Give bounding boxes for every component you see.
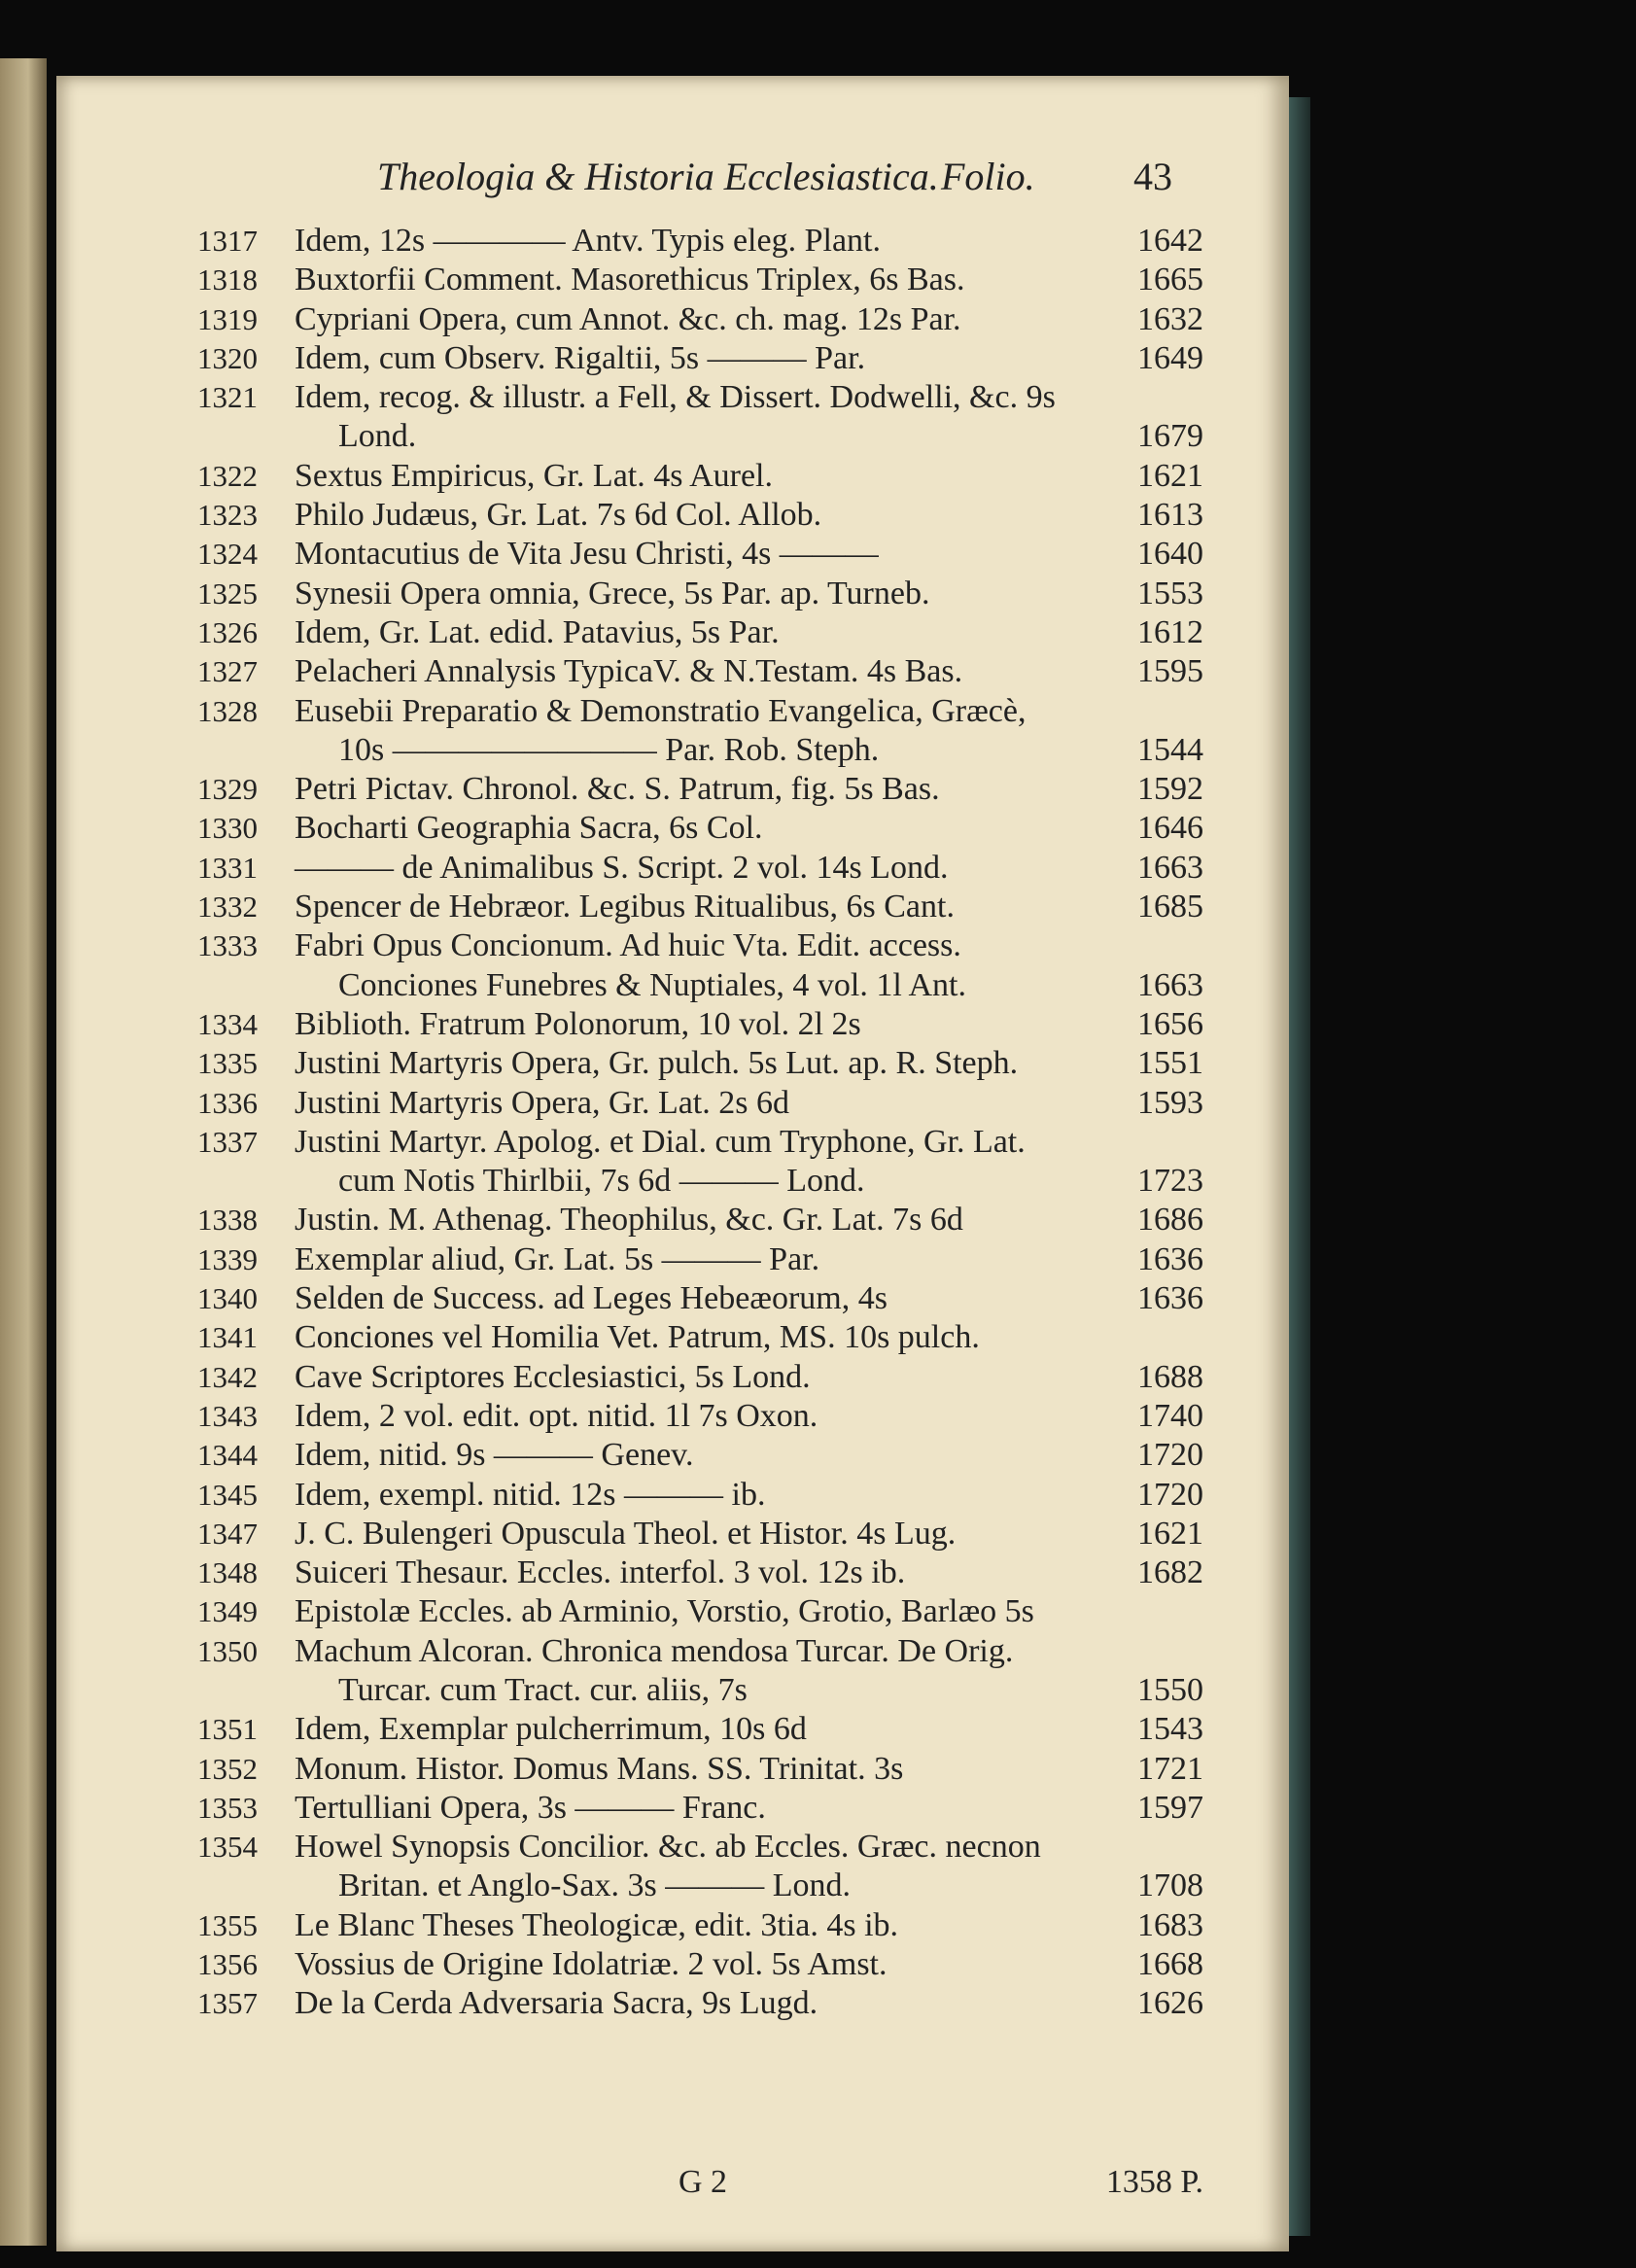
book-spine	[1289, 97, 1310, 2236]
entry-text: Howel Synopsis Concilior. &c. ab Eccles. Græc. necnon	[295, 1829, 1041, 1866]
catalogue-entry	[56, 1945, 1289, 1984]
entry-number: 1323	[197, 498, 258, 533]
entry-number: 1342	[197, 1359, 258, 1394]
entry-year: 1593	[1137, 1084, 1203, 1121]
entry-text: Montacutius de Vita Jesu Christi, 4s ———	[295, 536, 879, 573]
entry-year: 1642	[1137, 223, 1203, 259]
entry-year: 1551	[1137, 1045, 1203, 1082]
catalogue-entry	[56, 1162, 1289, 1201]
catalogue-entry	[56, 1828, 1289, 1867]
entry-number: 1328	[197, 693, 258, 728]
catalogue-entry	[56, 457, 1289, 496]
catalogue-entry	[56, 652, 1289, 691]
entry-text: Idem, nitid. 9s ——— Genev.	[295, 1437, 694, 1474]
header-title: Theologia & Historia Ecclesiastica.	[377, 155, 939, 198]
entry-year: 1543	[1137, 1711, 1203, 1748]
entry-text: Machum Alcoran. Chronica mendosa Turcar. De Orig.	[295, 1632, 1014, 1669]
entry-year: 1688	[1137, 1358, 1203, 1395]
entry-text: ——— de Animalibus S. Script. 2 vol. 14s Lond.	[295, 849, 949, 886]
catalogue-entry	[56, 1397, 1289, 1436]
entry-year: 1663	[1137, 849, 1203, 886]
entry-text: Biblioth. Fratrum Polonorum, 10 vol. 2l 2s	[295, 1005, 861, 1042]
catalogue-entry	[56, 300, 1289, 339]
catalogue-entry	[56, 1476, 1289, 1515]
entry-number: 1344	[197, 1438, 258, 1473]
entry-text: Britan. et Anglo-Sax. 3s ——— Lond.	[338, 1867, 851, 1904]
entry-number: 1354	[197, 1830, 258, 1865]
entry-number: 1339	[197, 1241, 258, 1276]
entry-number: 1317	[197, 224, 258, 258]
entry-number: 1332	[197, 890, 258, 925]
entry-text: Bocharti Geographia Sacra, 6s Col.	[295, 810, 763, 847]
entry-number: 1340	[197, 1281, 258, 1316]
entry-year: 1632	[1137, 300, 1203, 337]
entry-number: 1327	[197, 654, 258, 689]
entry-text: Sextus Empiricus, Gr. Lat. 4s Aurel.	[295, 457, 774, 494]
catalogue-entries	[56, 222, 1289, 2024]
entry-year: 1636	[1137, 1280, 1203, 1317]
catalogue-entry	[56, 1867, 1289, 1905]
entry-text: Conciones Funebres & Nuptiales, 4 vol. 1l Ant.	[338, 966, 966, 1003]
catalogue-entry	[56, 770, 1289, 809]
entry-year: 1720	[1137, 1476, 1203, 1513]
entry-number: 1352	[197, 1751, 258, 1786]
entry-year: 1640	[1137, 536, 1203, 573]
entry-text: De la Cerda Adversaria Sacra, 9s Lugd.	[295, 1985, 818, 2022]
catalogue-entry	[56, 339, 1289, 378]
entry-text: Selden de Success. ad Leges Hebeæorum, 4s	[295, 1280, 888, 1317]
entry-text: J. C. Bulengeri Opuscula Theol. et Histor. 4s Lug.	[295, 1515, 957, 1552]
entry-number: 1336	[197, 1085, 258, 1120]
entry-text: Spencer de Hebræor. Legibus Ritualibus, 6s Cant.	[295, 889, 955, 925]
entry-year: 1686	[1137, 1202, 1203, 1239]
entry-number: 1355	[197, 1907, 258, 1942]
catalogue-entry	[56, 1710, 1289, 1749]
entry-year: 1656	[1137, 1005, 1203, 1042]
catalogue-entry	[56, 1084, 1289, 1123]
entry-text: Tertulliani Opera, 3s ——— Franc.	[295, 1789, 766, 1826]
entry-text: Vossius de Origine Idolatriæ. 2 vol. 5s Amst.	[295, 1946, 888, 1983]
entry-text: Idem, exempl. nitid. 12s ——— ib.	[295, 1476, 766, 1513]
entry-text: Idem, 2 vol. edit. opt. nitid. 1l 7s Oxon.	[295, 1397, 818, 1434]
entry-year: 1649	[1137, 339, 1203, 376]
catalogue-entry	[56, 1592, 1289, 1631]
entry-number: 1321	[197, 380, 258, 415]
entry-text: Justini Martyris Opera, Gr. Lat. 2s 6d	[295, 1084, 789, 1121]
entry-year: 1665	[1137, 262, 1203, 298]
entry-year: 1740	[1137, 1397, 1203, 1434]
catalogue-entry	[56, 1632, 1289, 1671]
signature-mark: G 2	[679, 2164, 728, 2200]
entry-number: 1341	[197, 1320, 258, 1355]
catalogue-entry	[56, 1201, 1289, 1239]
entry-number: 1337	[197, 1124, 258, 1159]
entry-year: 1668	[1137, 1946, 1203, 1983]
entry-number: 1318	[197, 262, 258, 297]
entry-text: Idem, Exemplar pulcherrimum, 10s 6d	[295, 1711, 807, 1748]
entry-text: Epistolæ Eccles. ab Arminio, Vorstio, Grotio, Barlæo 5s	[295, 1593, 1034, 1630]
entry-number: 1347	[197, 1516, 258, 1551]
entry-number: 1330	[197, 811, 258, 846]
entry-year: 1597	[1137, 1789, 1203, 1826]
entry-text: cum Notis Thirlbii, 7s 6d ——— Lond.	[338, 1163, 865, 1200]
entry-number: 1333	[197, 928, 258, 963]
entry-number: 1356	[197, 1947, 258, 1982]
catalogue-entry	[56, 1906, 1289, 1945]
entry-year: 1626	[1137, 1985, 1203, 2022]
entry-year: 1723	[1137, 1163, 1203, 1200]
entry-text: Eusebii Preparatio & Demonstratio Evangelica, Græcè,	[295, 692, 1027, 729]
catalogue-entry	[56, 1358, 1289, 1397]
entry-year: 1550	[1137, 1671, 1203, 1708]
catalogue-entry	[56, 692, 1289, 731]
catalogue-entry	[56, 849, 1289, 888]
entry-number: 1329	[197, 772, 258, 807]
entry-year: 1685	[1137, 889, 1203, 925]
entry-text: Turcar. cum Tract. cur. aliis, 7s	[338, 1671, 748, 1708]
catalogue-entry	[56, 496, 1289, 535]
entry-number: 1338	[197, 1203, 258, 1238]
catalogue-entry	[56, 222, 1289, 261]
catalogue-entry	[56, 1436, 1289, 1475]
entry-text: Cave Scriptores Ecclesiastici, 5s Lond.	[295, 1358, 811, 1395]
entry-year: 1544	[1137, 731, 1203, 768]
entry-text: 10s ———————— Par. Rob. Steph.	[338, 731, 880, 768]
entry-year: 1708	[1137, 1867, 1203, 1904]
catalogue-entry	[56, 731, 1289, 770]
page-footer	[56, 2164, 1289, 2203]
entry-year: 1721	[1137, 1750, 1203, 1787]
catalogue-entry	[56, 1671, 1289, 1710]
catalogue-entry	[56, 378, 1289, 417]
entry-text: Idem, recog. & illustr. a Fell, & Dissert. Dodwelli, &c. 9s	[295, 379, 1056, 416]
entry-number: 1331	[197, 850, 258, 885]
entry-number: 1319	[197, 301, 258, 336]
book-page	[56, 76, 1289, 2251]
entry-text: Justini Martyr. Apolog. et Dial. cum Tryphone, Gr. Lat.	[295, 1123, 1026, 1160]
entry-number: 1326	[197, 614, 258, 649]
entry-number: 1322	[197, 458, 258, 493]
entry-number: 1353	[197, 1790, 258, 1825]
entry-number: 1324	[197, 537, 258, 572]
catalogue-entry	[56, 1515, 1289, 1553]
catalogue-entry	[56, 1984, 1289, 2023]
entry-text: Idem, cum Observ. Rigaltii, 5s ——— Par.	[295, 339, 866, 376]
catalogue-entry	[56, 1044, 1289, 1083]
running-header	[299, 154, 1201, 222]
entry-year: 1636	[1137, 1240, 1203, 1277]
entry-year: 1553	[1137, 575, 1203, 611]
entry-text: Justini Martyris Opera, Gr. pulch. 5s Lut. ap. R. Steph.	[295, 1045, 1019, 1082]
entry-text: Cypriani Opera, cum Annot. &c. ch. mag. 12s Par.	[295, 300, 961, 337]
entry-year: 1595	[1137, 653, 1203, 690]
entry-number: 1349	[197, 1594, 258, 1629]
entry-year: 1646	[1137, 810, 1203, 847]
catalogue-entry	[56, 1279, 1289, 1318]
catalogue-entry	[56, 1553, 1289, 1592]
entry-text: Suiceri Thesaur. Eccles. interfol. 3 vol. 12s ib.	[295, 1554, 906, 1591]
entry-number: 1345	[197, 1477, 258, 1512]
entry-text: Synesii Opera omnia, Grece, 5s Par. ap. Turneb.	[295, 575, 930, 611]
entry-number: 1334	[197, 1006, 258, 1041]
catalogue-entry	[56, 926, 1289, 965]
catalogue-entry	[56, 261, 1289, 299]
catchword: 1358 P.	[1105, 2164, 1203, 2200]
entry-text: Exemplar aliud, Gr. Lat. 5s ——— Par.	[295, 1240, 820, 1277]
entry-text: Monum. Histor. Domus Mans. SS. Trinitat. 3s	[295, 1750, 904, 1787]
catalogue-entry	[56, 888, 1289, 926]
page-number: 43	[1133, 155, 1172, 198]
entry-text: Philo Judæus, Gr. Lat. 7s 6d Col. Allob.	[295, 497, 822, 534]
catalogue-entry	[56, 1005, 1289, 1044]
entry-year: 1683	[1137, 1906, 1203, 1943]
catalogue-entry	[56, 1123, 1289, 1162]
header-format: Folio.	[941, 155, 1035, 198]
catalogue-entry	[56, 613, 1289, 652]
catalogue-entry	[56, 1240, 1289, 1279]
entry-text: Idem, 12s ———— Antv. Typis eleg. Plant.	[295, 223, 881, 259]
entry-year: 1663	[1137, 966, 1203, 1003]
entry-year: 1592	[1137, 771, 1203, 808]
entry-year: 1613	[1137, 497, 1203, 534]
catalogue-entry	[56, 1789, 1289, 1828]
entry-text: Buxtorfii Comment. Masorethicus Triplex, 6s Bas.	[295, 262, 965, 298]
entry-number: 1350	[197, 1633, 258, 1668]
entry-number: 1325	[197, 576, 258, 611]
entry-number: 1357	[197, 1986, 258, 2021]
entry-year: 1720	[1137, 1437, 1203, 1474]
entry-text: Petri Pictav. Chronol. &c. S. Patrum, fig. 5s Bas.	[295, 771, 940, 808]
entry-year: 1621	[1137, 457, 1203, 494]
facing-page-edge	[0, 58, 47, 2246]
catalogue-entry	[56, 1318, 1289, 1357]
entry-number: 1335	[197, 1046, 258, 1081]
entry-year: 1679	[1137, 418, 1203, 455]
entry-number: 1348	[197, 1555, 258, 1590]
entry-year: 1682	[1137, 1554, 1203, 1591]
entry-number: 1320	[197, 340, 258, 375]
catalogue-entry	[56, 966, 1289, 1005]
entry-text: Idem, Gr. Lat. edid. Patavius, 5s Par.	[295, 613, 780, 650]
entry-text: Justin. M. Athenag. Theophilus, &c. Gr. Lat. 7s 6d	[295, 1202, 963, 1239]
entry-text: Conciones vel Homilia Vet. Patrum, MS. 10s pulch.	[295, 1319, 980, 1356]
catalogue-entry	[56, 535, 1289, 574]
entry-number: 1351	[197, 1712, 258, 1747]
entry-text: Lond.	[338, 418, 417, 455]
entry-year: 1621	[1137, 1515, 1203, 1552]
entry-text: Pelacheri Annalysis TypicaV. & N.Testam. 4s Bas.	[295, 653, 963, 690]
entry-text: Fabri Opus Concionum. Ad huic Vta. Edit. access.	[295, 927, 961, 964]
entry-text: Le Blanc Theses Theologicæ, edit. 3tia. 4s ib.	[295, 1906, 899, 1943]
catalogue-entry	[56, 809, 1289, 848]
catalogue-entry	[56, 575, 1289, 613]
entry-year: 1612	[1137, 613, 1203, 650]
catalogue-entry	[56, 417, 1289, 456]
catalogue-entry	[56, 1750, 1289, 1789]
entry-number: 1343	[197, 1398, 258, 1433]
